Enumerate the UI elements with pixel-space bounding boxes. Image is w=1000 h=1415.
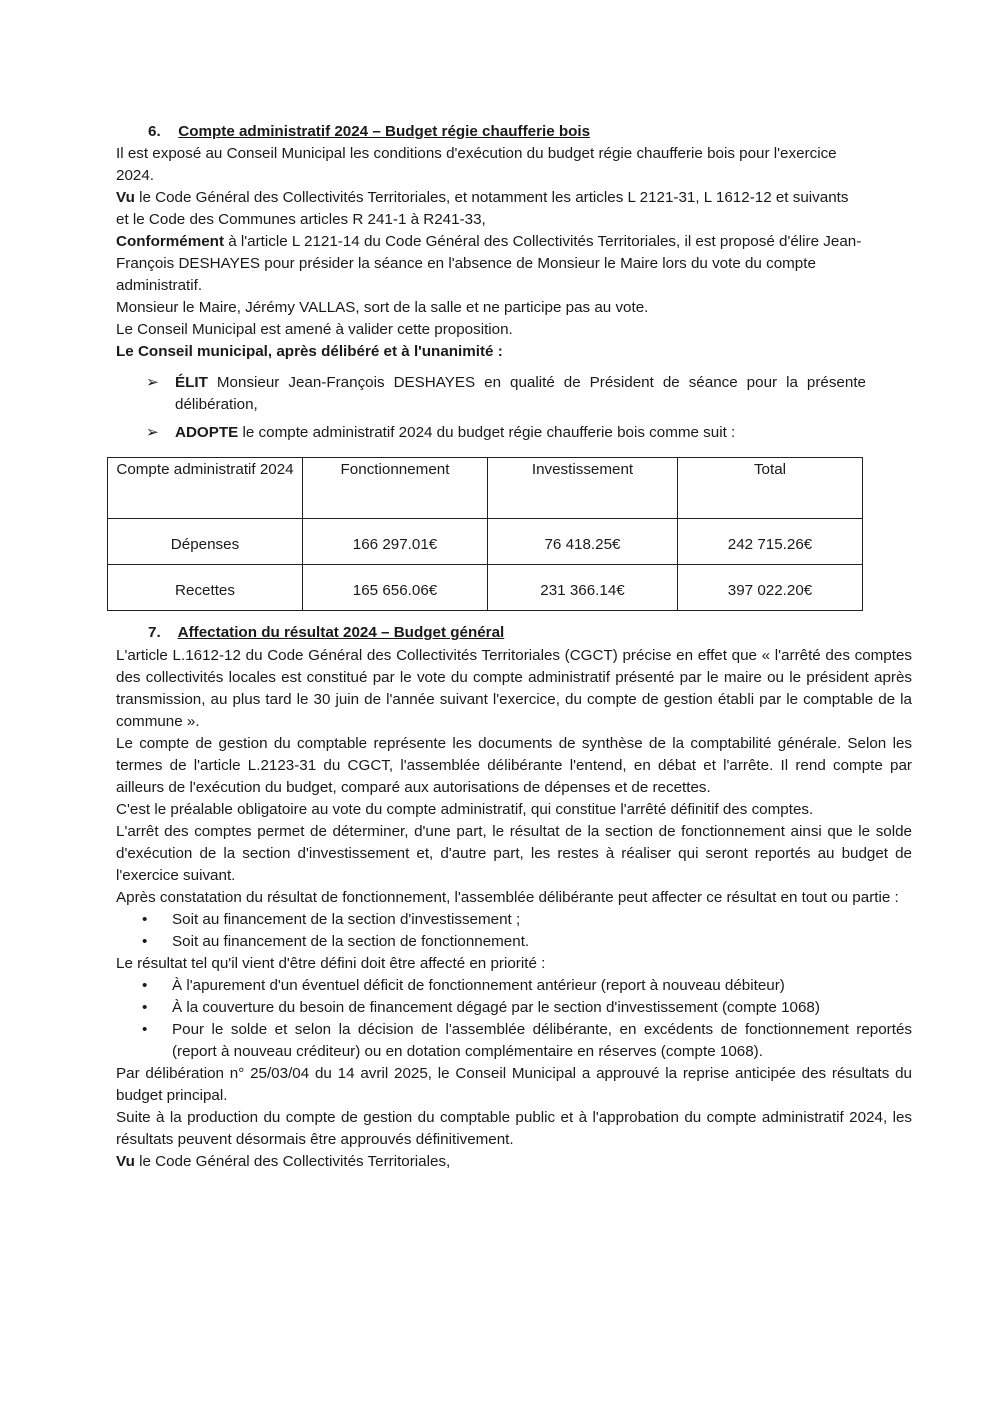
section-6-conformement [116, 231, 864, 297]
vu-label: Vu [116, 1153, 135, 1170]
section-7-paragraph: Après constatation du résultat de fonctionnement, l'assemblée délibérante peut affecter ce résultat en tout ou partie : [116, 889, 899, 906]
table-cell: 166 297.01€ [303, 519, 488, 565]
section-6-intro: Il est exposé au Conseil Municipal les conditions d'exécution du budget régie chaufferie bois pour l'exercice 2024. [116, 145, 837, 184]
section-7-paragraph: Le résultat tel qu'il vient d'être défini doit être affecté en priorité : [116, 955, 546, 972]
table-cell: 165 656.06€ [303, 565, 488, 611]
conformement-label: Conformément [116, 233, 225, 250]
table-header-cell: Fonctionnement [303, 458, 488, 519]
table-header-cell: Compte administratif 2024 [108, 458, 303, 519]
list-item-text: Soit au financement de la section d'investissement ; [172, 911, 521, 928]
section-6-heading [148, 121, 590, 143]
table-row [108, 519, 863, 565]
list-item [116, 909, 912, 931]
table-cell: 397 022.20€ [678, 565, 863, 611]
bullet-icon: • [142, 977, 148, 994]
vu-text: le Code Général des Collectivités Territoriales, [134, 1153, 451, 1170]
section-6-vu [116, 187, 864, 231]
elit-text: Monsieur Jean-François DESHAYES en qualité de Président de séance pour la présente délibération, [175, 374, 866, 413]
list-item-text: Pour le solde et selon la décision de l'assemblée délibérante, en excédents de fonctionnement reportés (report à nouveau créditeur) ou en dotation complémentaire en réserves (compte 1068). [172, 1021, 912, 1060]
priority-list [116, 975, 912, 1063]
section-7-number: 7. [148, 624, 161, 641]
section-7-body [116, 645, 912, 1173]
section-6-maire: Monsieur le Maire, Jérémy VALLAS, sort de la salle et ne participe pas au vote. [116, 299, 649, 316]
table-cell: 231 366.14€ [488, 565, 678, 611]
vu-text: le Code Général des Collectivités Territoriales, et notamment les articles L 2121-31, L 1612-12 et suivants et le Code des Communes articles R 241-1 à R241-33, [116, 189, 849, 228]
elit-text-block [175, 372, 866, 416]
list-item [116, 1019, 912, 1063]
bullet-icon: • [142, 999, 148, 1016]
elit-label: ÉLIT [175, 374, 208, 391]
section-6-title: Compte administratif 2024 – Budget régie chaufferie bois [178, 123, 591, 140]
list-item [116, 975, 912, 997]
list-item-text: À la couverture du besoin de financement dégagé par le section d'investissement (compte 1068) [172, 999, 820, 1016]
bullet-icon: • [142, 933, 148, 950]
list-item [116, 931, 912, 953]
table-cell: Dépenses [108, 519, 303, 565]
table-cell: 76 418.25€ [488, 519, 678, 565]
table-header-cell: Total [678, 458, 863, 519]
adopte-text: le compte administratif 2024 du budget régie chaufferie bois comme suit : [238, 424, 736, 441]
section-7-title: Affectation du résultat 2024 – Budget général [177, 624, 505, 641]
list-item-text: Soit au financement de la section de fonctionnement. [172, 933, 530, 950]
table-row [108, 565, 863, 611]
compte-administratif-table [107, 457, 863, 611]
list-item-text: À l'apurement d'un éventuel déficit de fonctionnement antérieur (report à nouveau débiteur) [172, 977, 785, 994]
vu-label: Vu [116, 189, 135, 206]
elit-item [146, 372, 866, 416]
table-cell: Recettes [108, 565, 303, 611]
section-7-paragraph: Le compte de gestion du comptable représente les documents de synthèse de la comptabilité générale. Selon les termes de l'article L.2123-31 du CGCT, l'assemblée délibérante l'entend, en débat et l'arrête. Il rend compte par ailleurs de l'exécution du budget, comparé aux autorisations de dépenses et de recettes. [116, 735, 912, 796]
section-7-heading [148, 622, 504, 644]
adopte-label: ADOPTE [175, 424, 239, 441]
bullet-icon: • [142, 911, 148, 928]
table-cell: 242 715.26€ [678, 519, 863, 565]
section-6-decision: Le Conseil municipal, après délibéré et à l'unanimité : [116, 343, 503, 360]
section-6-body [116, 143, 864, 363]
conformement-text: à l'article L 2121-14 du Code Général des Collectivités Territoriales, il est proposé d'élire Jean-François DESHAYES pour présider la séance en l'absence de Monsieur le Maire lors du vote du compte administratif. [116, 233, 862, 294]
section-7-vu [116, 1151, 912, 1173]
section-7-paragraph: L'article L.1612-12 du Code Général des Collectivités Territoriales (CGCT) précise en effet que « l'arrêté des comptes des collectivités locales est constitué par le vote du compte administratif présenté par le maire ou le président après transmission, au plus tard le 30 juin de l'année suivant l'exercice, du compte de gestion établi par le comptable de la commune ». [116, 647, 912, 730]
section-7-paragraph: C'est le préalable obligatoire au vote du compte administratif, qui constitue l'arrêté définitif des comptes. [116, 801, 814, 818]
adopte-text-block [175, 422, 866, 444]
financing-list [116, 909, 912, 953]
section-7-paragraph: L'arrêt des comptes permet de déterminer, d'une part, le résultat de la section de fonctionnement ainsi que le solde d'exécution de la section d'investissement et, d'autre part, les restes à réaliser qui seront reportés au budget de l'exercice suivant. [116, 823, 912, 884]
table-header-row [108, 458, 863, 519]
adopte-item [146, 422, 866, 444]
bullet-icon: • [142, 1021, 148, 1038]
table-header-cell: Investissement [488, 458, 678, 519]
section-7-paragraph: Suite à la production du compte de gestion du comptable public et à l'approbation du compte administratif 2024, les résultats peuvent désormais être approuvés définitivement. [116, 1109, 912, 1148]
section-6-number: 6. [148, 123, 161, 140]
arrow-icon: ➢ [146, 374, 159, 391]
arrow-icon: ➢ [146, 424, 159, 441]
section-7-paragraph: Par délibération n° 25/03/04 du 14 avril 2025, le Conseil Municipal a approuvé la reprise anticipée des résultats du budget principal. [116, 1065, 912, 1104]
section-6-valider: Le Conseil Municipal est amené à valider cette proposition. [116, 321, 513, 338]
list-item [116, 997, 912, 1019]
